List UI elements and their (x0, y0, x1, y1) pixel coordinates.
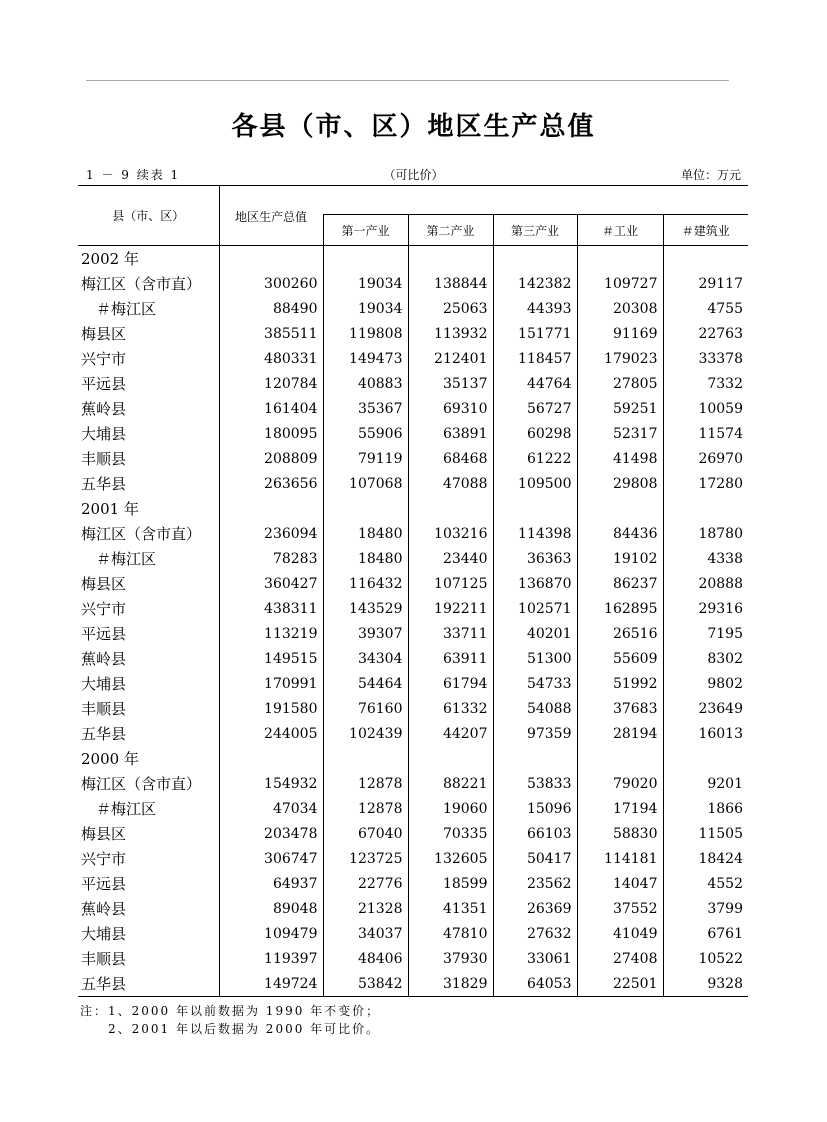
value-cell: 162895 (577, 596, 663, 621)
region-name: 平远县 (81, 625, 127, 643)
empty-cell (408, 496, 493, 521)
value-cell: 70335 (408, 821, 493, 846)
empty-cell (219, 246, 323, 272)
value-cell: 37552 (577, 896, 663, 921)
empty-cell (493, 496, 577, 521)
region-name: 丰顺县 (81, 700, 127, 718)
value-cell: 19102 (577, 546, 663, 571)
region-name: 梅江区（含市直） (81, 525, 202, 543)
table-row (78, 446, 748, 471)
value-cell: 44207 (408, 721, 493, 746)
table-row (78, 596, 748, 621)
value-cell: 154932 (219, 771, 323, 796)
value-cell: 54464 (323, 671, 408, 696)
value-cell: 35367 (323, 396, 408, 421)
empty-cell (323, 496, 408, 521)
table-row (78, 921, 748, 946)
value-cell: 109727 (577, 271, 663, 296)
value-cell: 180095 (219, 421, 323, 446)
region-name: 五华县 (78, 971, 219, 997)
value-cell: 14047 (577, 871, 663, 896)
value-cell: 12878 (323, 796, 408, 821)
header-primary: 第一产业 (323, 215, 408, 246)
value-cell: 103216 (408, 521, 493, 546)
header-region: 县（市、区） (78, 186, 219, 246)
value-cell: 306747 (219, 846, 323, 871)
value-cell: 10522 (663, 946, 748, 971)
region-name: 丰顺县 (81, 950, 127, 968)
value-cell: 107068 (323, 471, 408, 496)
value-cell: 16013 (663, 721, 748, 746)
value-cell: 44764 (493, 371, 577, 396)
value-cell: 360427 (219, 571, 323, 596)
table-row (78, 296, 748, 321)
value-cell: 236094 (219, 521, 323, 546)
value-cell: 27632 (493, 921, 577, 946)
value-cell: 56727 (493, 396, 577, 421)
region-name: 五华县 (81, 475, 127, 493)
value-cell: 79020 (577, 771, 663, 796)
value-cell: 113219 (219, 621, 323, 646)
region-name: 梅县区 (81, 825, 127, 843)
value-cell: 114398 (493, 521, 577, 546)
table-row (78, 671, 748, 696)
value-cell: 18480 (323, 546, 408, 571)
value-cell: 84436 (577, 521, 663, 546)
table-body (78, 246, 748, 997)
value-cell: 1866 (663, 796, 748, 821)
empty-cell (663, 246, 748, 272)
value-cell: 212401 (408, 346, 493, 371)
empty-cell (323, 246, 408, 272)
value-cell: 438311 (219, 596, 323, 621)
value-cell: 39307 (323, 621, 408, 646)
value-cell: 263656 (219, 471, 323, 496)
value-cell: 61332 (408, 696, 493, 721)
year-row (78, 246, 748, 272)
value-cell: 132605 (408, 846, 493, 871)
value-cell: 136870 (493, 571, 577, 596)
value-cell: 300260 (219, 271, 323, 296)
value-cell: 138844 (408, 271, 493, 296)
value-cell: 37930 (408, 946, 493, 971)
empty-cell (219, 746, 323, 771)
region-name: 蕉岭县 (81, 400, 127, 418)
value-cell: 33061 (493, 946, 577, 971)
value-cell: 47088 (408, 471, 493, 496)
value-cell: 208809 (219, 446, 323, 471)
value-cell: 116432 (323, 571, 408, 596)
value-cell: 28194 (577, 721, 663, 746)
value-cell: 41498 (577, 446, 663, 471)
value-cell: 149515 (219, 646, 323, 671)
value-cell: 6761 (663, 921, 748, 946)
empty-cell (323, 746, 408, 771)
table-row (78, 646, 748, 671)
empty-cell (219, 496, 323, 521)
value-cell: 18599 (408, 871, 493, 896)
table-row (78, 321, 748, 346)
value-cell: 54733 (493, 671, 577, 696)
value-cell: 29117 (663, 271, 748, 296)
table-row (78, 271, 748, 296)
header-gdp: 地区生产总值 (219, 186, 323, 246)
value-cell: 78283 (219, 546, 323, 571)
value-cell: 63911 (408, 646, 493, 671)
value-cell: 76160 (323, 696, 408, 721)
value-cell: 86237 (577, 571, 663, 596)
note-1: 注：1、2000 年以前数据为 1990 年不变价； (80, 1004, 381, 1018)
value-cell: 40883 (323, 371, 408, 396)
page-title: 各县（市、区）地区生产总值 (231, 112, 596, 142)
value-cell: 142382 (493, 271, 577, 296)
value-cell: 51992 (577, 671, 663, 696)
value-cell: 26970 (663, 446, 748, 471)
empty-cell (577, 746, 663, 771)
year-label: 2000 年 (81, 750, 139, 768)
value-cell: 33378 (663, 346, 748, 371)
empty-cell (408, 246, 493, 272)
empty-cell (663, 746, 748, 771)
region-name: 梅县区 (81, 575, 127, 593)
value-cell: 7332 (663, 371, 748, 396)
value-cell: 21328 (323, 896, 408, 921)
value-cell: 52317 (577, 421, 663, 446)
value-cell: 9328 (663, 971, 748, 997)
table-row (78, 396, 748, 421)
region-name: ＃梅江区 (96, 300, 157, 318)
value-cell: 192211 (408, 596, 493, 621)
value-cell: 3799 (663, 896, 748, 921)
value-cell: 161404 (219, 396, 323, 421)
value-cell: 23440 (408, 546, 493, 571)
value-cell: 19034 (323, 271, 408, 296)
value-cell: 88490 (219, 296, 323, 321)
value-cell: 89048 (219, 896, 323, 921)
table-row (78, 971, 748, 997)
value-cell: 170991 (219, 671, 323, 696)
value-cell: 109479 (219, 921, 323, 946)
value-cell: 23649 (663, 696, 748, 721)
table-row (78, 946, 748, 971)
table-row (78, 896, 748, 921)
value-cell: 12878 (323, 771, 408, 796)
value-cell: 31829 (408, 971, 493, 997)
value-cell: 203478 (219, 821, 323, 846)
value-cell: 19034 (323, 296, 408, 321)
value-cell: 97359 (493, 721, 577, 746)
year-label: 2001 年 (81, 500, 139, 518)
value-cell: 17280 (663, 471, 748, 496)
value-cell: 22763 (663, 321, 748, 346)
value-cell: 9201 (663, 771, 748, 796)
value-cell: 26516 (577, 621, 663, 646)
value-cell: 22501 (577, 971, 663, 997)
value-cell: 20308 (577, 296, 663, 321)
value-cell: 60298 (493, 421, 577, 446)
value-cell: 88221 (408, 771, 493, 796)
table-row (78, 696, 748, 721)
header-tertiary: 第三产业 (493, 215, 577, 246)
region-name: 兴宁市 (81, 600, 127, 618)
empty-cell (493, 746, 577, 771)
value-cell: 7195 (663, 621, 748, 646)
value-cell: 51300 (493, 646, 577, 671)
value-cell: 69310 (408, 396, 493, 421)
table-row (78, 471, 748, 496)
value-cell: 9802 (663, 671, 748, 696)
value-cell: 29316 (663, 596, 748, 621)
top-rule (86, 80, 729, 81)
year-label: 2002 年 (81, 250, 139, 268)
value-cell: 47810 (408, 921, 493, 946)
value-cell: 91169 (577, 321, 663, 346)
value-cell: 63891 (408, 421, 493, 446)
table-row (78, 421, 748, 446)
value-cell: 40201 (493, 621, 577, 646)
region-name: ＃梅江区 (96, 550, 157, 568)
value-cell: 41049 (577, 921, 663, 946)
value-cell: 10059 (663, 396, 748, 421)
region-name: 蕉岭县 (81, 650, 127, 668)
region-name: 梅江区（含市直） (81, 275, 202, 293)
region-name: 梅县区 (81, 325, 127, 343)
table-row (78, 571, 748, 596)
value-cell: 19060 (408, 796, 493, 821)
header-secondary: 第二产业 (408, 215, 493, 246)
value-cell: 120784 (219, 371, 323, 396)
value-cell: 41351 (408, 896, 493, 921)
value-cell: 29808 (577, 471, 663, 496)
table-row (78, 821, 748, 846)
value-cell: 54088 (493, 696, 577, 721)
empty-cell (577, 496, 663, 521)
empty-cell (408, 746, 493, 771)
value-cell: 64053 (493, 971, 577, 997)
region-name: 蕉岭县 (81, 900, 127, 918)
value-cell: 44393 (493, 296, 577, 321)
value-cell: 35137 (408, 371, 493, 396)
region-name: 大埔县 (81, 925, 127, 943)
value-cell: 191580 (219, 696, 323, 721)
region-name: ＃梅江区 (96, 800, 157, 818)
region-name: 兴宁市 (81, 350, 127, 368)
header-construction: ＃建筑业 (663, 215, 748, 246)
region-name: 梅江区（含市直） (81, 775, 202, 793)
value-cell: 59251 (577, 396, 663, 421)
year-row (78, 496, 748, 521)
value-cell: 385511 (219, 321, 323, 346)
value-cell: 64937 (219, 871, 323, 896)
value-cell: 58830 (577, 821, 663, 846)
year-row (78, 746, 748, 771)
value-cell: 68468 (408, 446, 493, 471)
value-cell: 47034 (219, 796, 323, 821)
region-name: 大埔县 (81, 675, 127, 693)
value-cell: 11505 (663, 821, 748, 846)
table-row (78, 796, 748, 821)
table-row (78, 546, 748, 571)
value-cell: 26369 (493, 896, 577, 921)
value-cell: 50417 (493, 846, 577, 871)
value-cell: 33711 (408, 621, 493, 646)
empty-cell (577, 246, 663, 272)
value-cell: 4338 (663, 546, 748, 571)
value-cell: 123725 (323, 846, 408, 871)
value-cell: 61222 (493, 446, 577, 471)
footnotes (80, 1002, 380, 1038)
value-cell: 149473 (323, 346, 408, 371)
value-cell: 79119 (323, 446, 408, 471)
value-cell: 48406 (323, 946, 408, 971)
table-row (78, 371, 748, 396)
value-cell: 143529 (323, 596, 408, 621)
note-2: 2、2001 年以后数据为 2000 年可比价。 (108, 1022, 381, 1036)
value-cell: 102439 (323, 721, 408, 746)
value-cell: 18424 (663, 846, 748, 871)
value-cell: 113932 (408, 321, 493, 346)
value-cell: 18480 (323, 521, 408, 546)
value-cell: 34037 (323, 921, 408, 946)
table-row (78, 721, 748, 746)
value-cell: 53833 (493, 771, 577, 796)
table-row (78, 521, 748, 546)
value-cell: 15096 (493, 796, 577, 821)
region-name: 平远县 (81, 375, 127, 393)
value-cell: 27408 (577, 946, 663, 971)
region-name: 兴宁市 (81, 850, 127, 868)
header-spacer (323, 186, 748, 215)
table-row (78, 346, 748, 371)
region-name: 丰顺县 (81, 450, 127, 468)
value-cell: 4552 (663, 871, 748, 896)
value-cell: 119397 (219, 946, 323, 971)
value-cell: 480331 (219, 346, 323, 371)
header-industry: ＃工业 (577, 215, 663, 246)
value-cell: 102571 (493, 596, 577, 621)
value-cell: 107125 (408, 571, 493, 596)
table-row (78, 846, 748, 871)
region-name: 平远县 (81, 875, 127, 893)
value-cell: 109500 (493, 471, 577, 496)
price-basis: （可比价） (383, 168, 444, 182)
value-cell: 53842 (323, 971, 408, 997)
table-row (78, 871, 748, 896)
value-cell: 22776 (323, 871, 408, 896)
gdp-table (78, 185, 748, 997)
region-name: 五华县 (81, 725, 127, 743)
value-cell: 149724 (219, 971, 323, 997)
value-cell: 11574 (663, 421, 748, 446)
value-cell: 36363 (493, 546, 577, 571)
table-row (78, 621, 748, 646)
value-cell: 244005 (219, 721, 323, 746)
value-cell: 151771 (493, 321, 577, 346)
value-cell: 55609 (577, 646, 663, 671)
table-row (78, 771, 748, 796)
value-cell: 66103 (493, 821, 577, 846)
value-cell: 8302 (663, 646, 748, 671)
value-cell: 23562 (493, 871, 577, 896)
value-cell: 55906 (323, 421, 408, 446)
value-cell: 18780 (663, 521, 748, 546)
value-cell: 61794 (408, 671, 493, 696)
value-cell: 179023 (577, 346, 663, 371)
value-cell: 119808 (323, 321, 408, 346)
empty-cell (663, 496, 748, 521)
value-cell: 114181 (577, 846, 663, 871)
value-cell: 25063 (408, 296, 493, 321)
value-cell: 4755 (663, 296, 748, 321)
value-cell: 20888 (663, 571, 748, 596)
value-cell: 67040 (323, 821, 408, 846)
empty-cell (493, 246, 577, 272)
value-cell: 118457 (493, 346, 577, 371)
table-number: 1 － 9 续表 1 (86, 168, 181, 182)
region-name: 大埔县 (81, 425, 127, 443)
value-cell: 37683 (577, 696, 663, 721)
value-cell: 27805 (577, 371, 663, 396)
value-cell: 17194 (577, 796, 663, 821)
unit-label: 单位：万元 (680, 168, 741, 182)
value-cell: 34304 (323, 646, 408, 671)
